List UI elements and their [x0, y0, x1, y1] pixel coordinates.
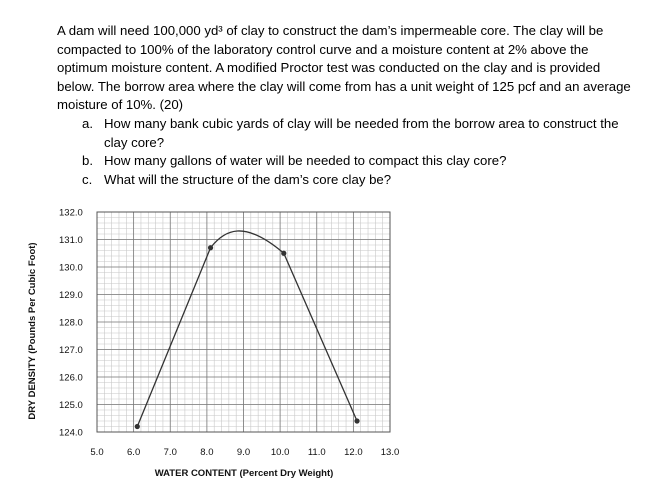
part-marker: b.	[82, 153, 93, 169]
y-tick-label: 129.0	[59, 290, 83, 301]
x-tick-label: 6.0	[127, 447, 141, 458]
x-tick-label: 13.0	[380, 447, 400, 458]
problem-parts	[57, 115, 632, 189]
x-tick-label: 12.0	[344, 447, 363, 458]
x-tick-label: 11.0	[307, 447, 326, 458]
problem-part-c	[57, 171, 632, 190]
x-tick-label: 9.0	[236, 447, 251, 458]
part-text: How many bank cubic yards of clay will be needed from the borrow area to construct the clay core?	[104, 115, 619, 150]
part-text: What will the structure of the dam’s core clay be?	[104, 171, 392, 187]
data-point	[135, 424, 140, 429]
compaction-curve-chart	[0, 195, 657, 499]
x-tick-label: 8.0	[200, 447, 214, 458]
data-point	[281, 251, 286, 256]
y-tick-label: 124.0	[59, 427, 83, 439]
x-axis-label: WATER CONTENT (Percent Dry Weight)	[154, 468, 334, 479]
problem-intro: A dam will need 100,000 yd³ of clay to construct the dam’s impermeable core. The clay will be compacted to 100% of the laboratory control curve and a moisture content at 2% above the optimum moisture content. A modified Proctor test was conducted on the clay and is provided below. The borrow area where the clay will come from has a unit weight of 125 pcf and an average moisture of 10%. (20)	[57, 23, 631, 113]
y-tick-label: 128.0	[59, 317, 83, 329]
part-text: How many gallons of water will be needed to compact this clay core?	[104, 153, 507, 169]
y-tick-label: 131.0	[59, 235, 83, 246]
y-tick-label: 126.0	[59, 372, 83, 384]
y-tick-label: 132.0	[59, 207, 83, 219]
problem-statement	[57, 22, 632, 189]
data-point	[354, 418, 359, 423]
part-marker: c.	[82, 171, 93, 187]
y-tick-label: 127.0	[59, 345, 83, 356]
problem-part-b	[57, 152, 632, 171]
x-tick-label: 5.0	[90, 447, 104, 458]
x-tick-label: 10.0	[270, 447, 290, 458]
part-marker: a.	[82, 115, 93, 131]
data-point	[208, 245, 213, 250]
y-tick-label: 125.0	[59, 400, 83, 411]
y-tick-label: 130.0	[59, 262, 83, 274]
y-axis-label: DRY DENSITY (Pounds Per Cubic Foot)	[27, 242, 38, 420]
problem-part-a	[57, 115, 632, 152]
x-tick-label: 7.0	[163, 447, 177, 458]
